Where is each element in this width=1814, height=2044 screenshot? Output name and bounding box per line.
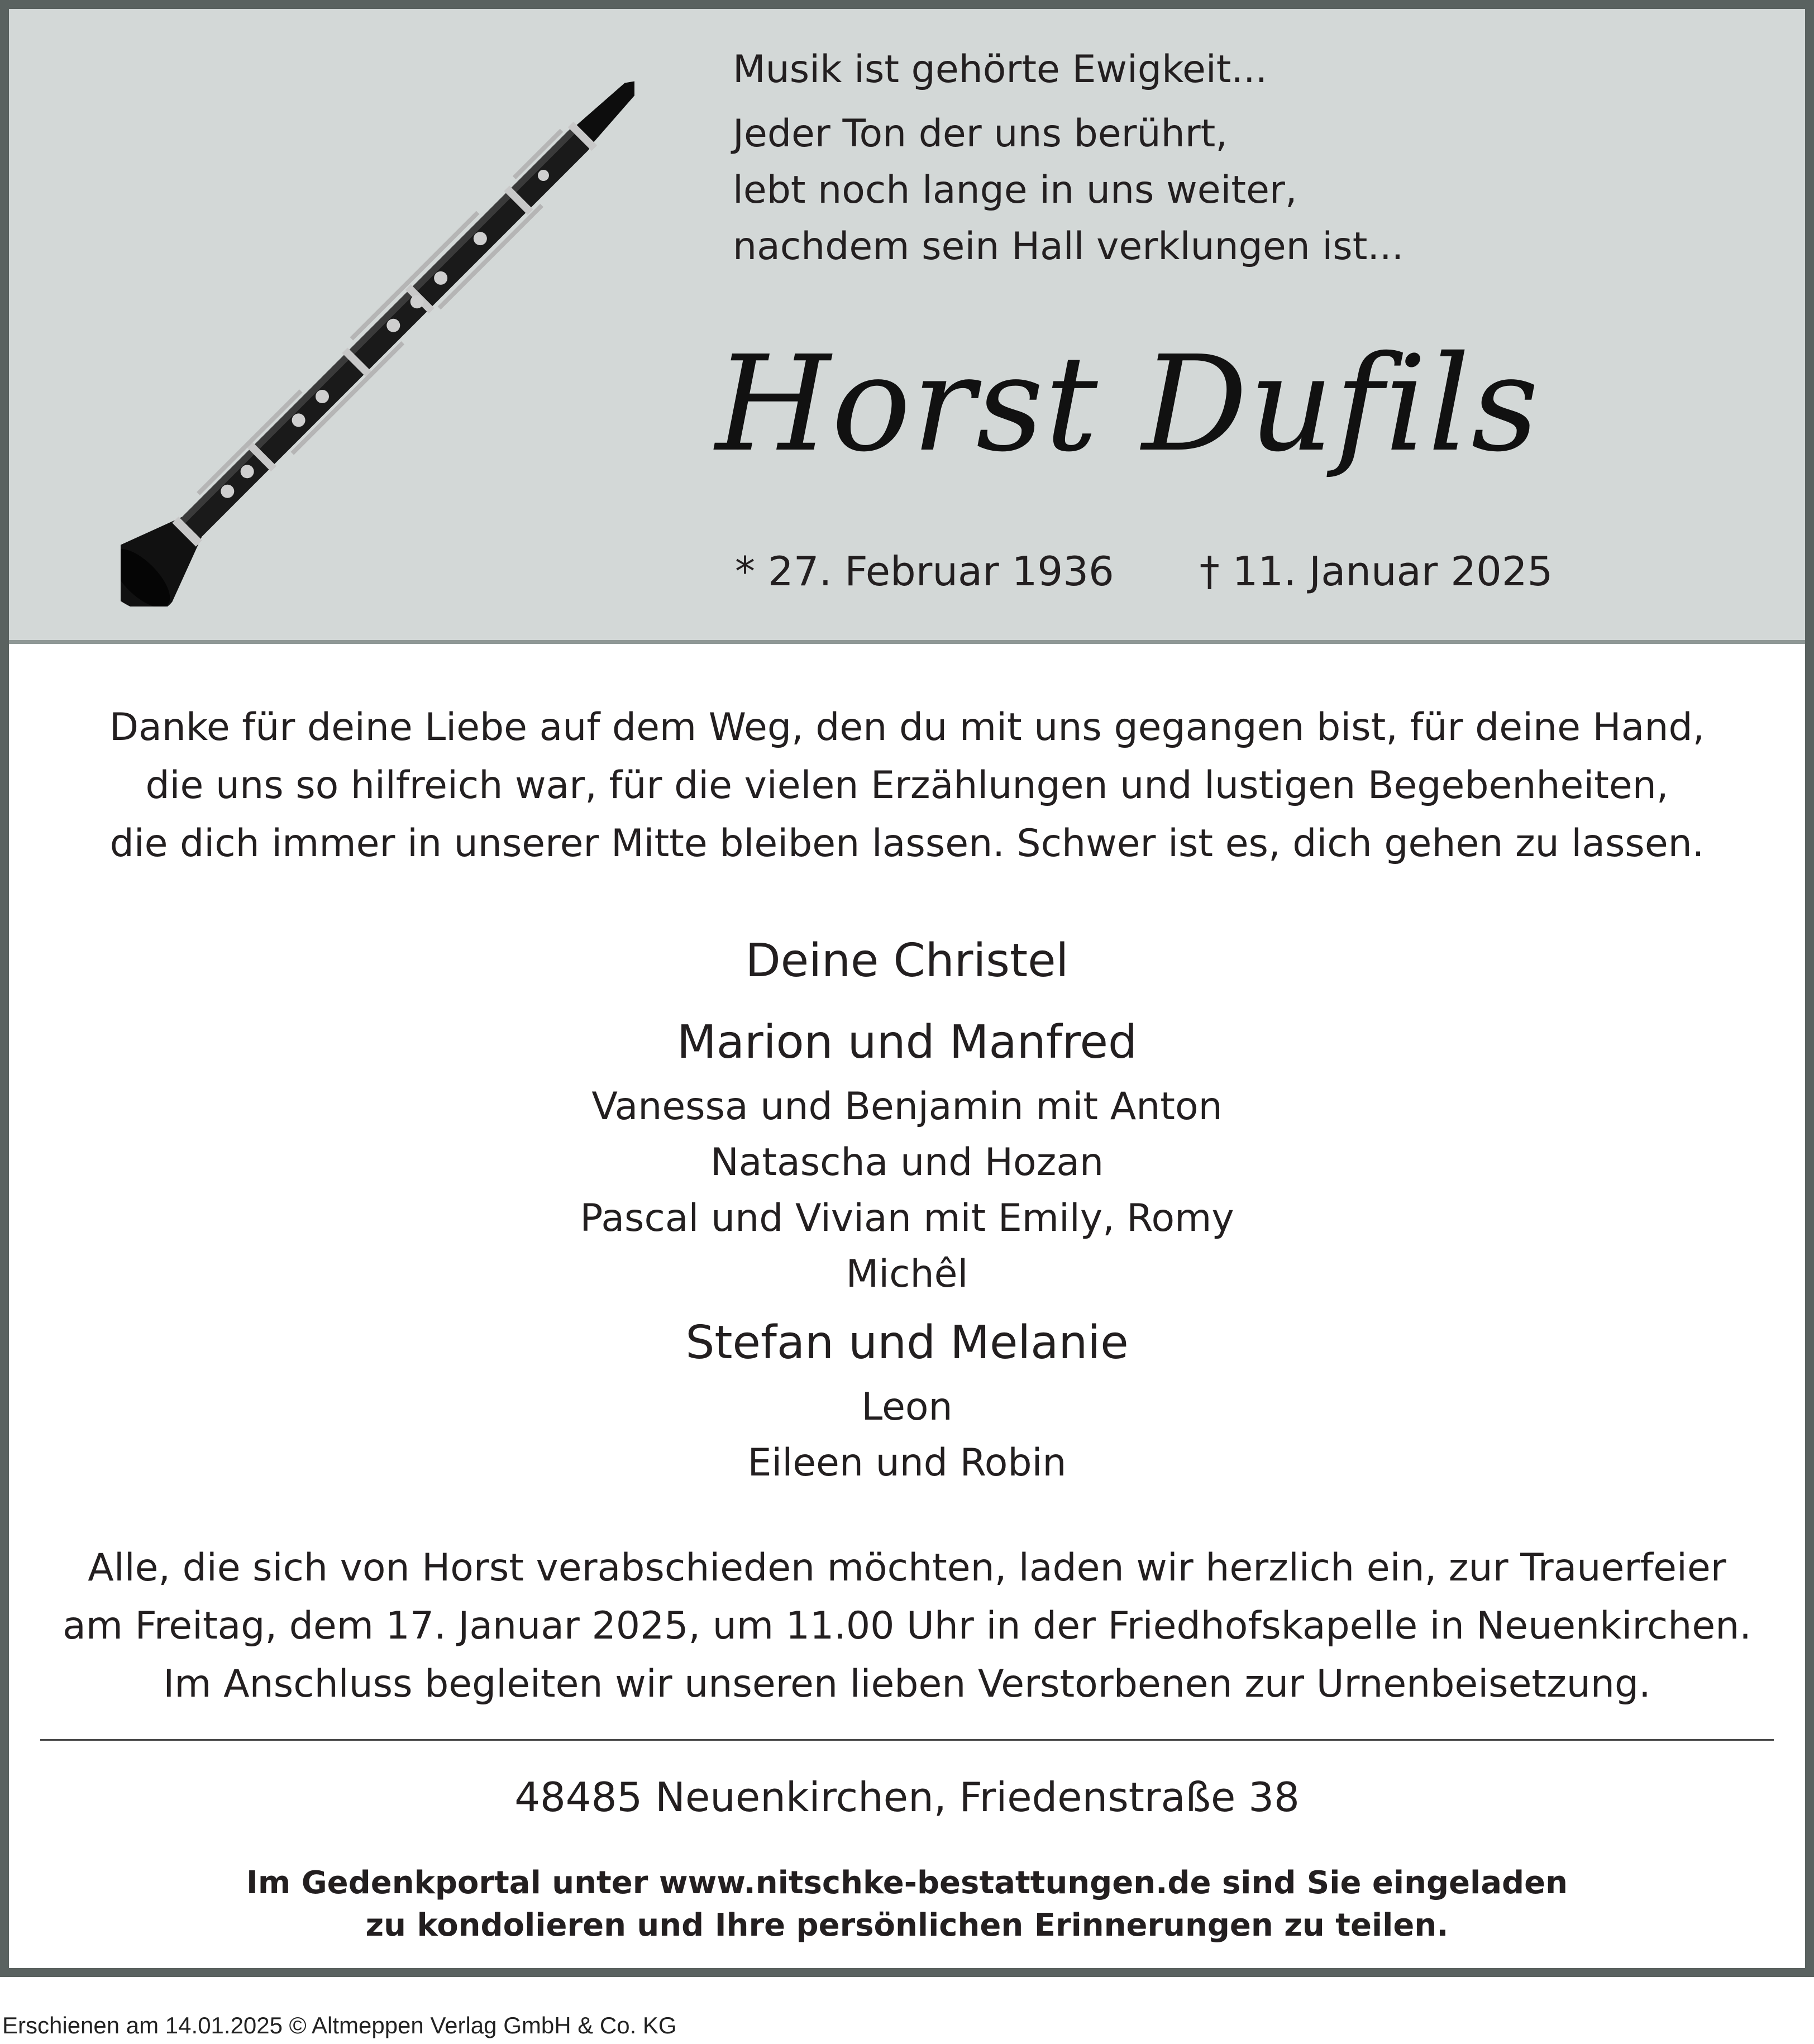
divider [40, 1739, 1774, 1741]
family-member: Natascha und Hozan [710, 1140, 1104, 1185]
motto-line: Musik ist gehörte Ewigkeit... [733, 47, 1268, 92]
family-signatures [9, 925, 1805, 1491]
invitation-line: am Freitag, dem 17. Januar 2025, um 11.00 Uhr in der Friedhofskapelle in Neuenkirchen. [63, 1604, 1751, 1648]
motto-verse [733, 41, 1404, 275]
motto-line: nachdem sein Hall verklungen ist... [733, 225, 1404, 269]
family-member: Michêl [846, 1252, 968, 1296]
family-group-heading: Marion und Manfred [676, 1016, 1137, 1069]
family-member: Pascal und Vivian mit Emily, Romy [580, 1196, 1234, 1240]
clarinet-icon [121, 76, 634, 606]
thanks-line: Danke für deine Liebe auf dem Weg, den du mit uns gegangen bist, für deine Hand, [109, 705, 1705, 749]
family-group-heading: Stefan und Melanie [685, 1316, 1129, 1369]
invitation-paragraph [9, 1539, 1805, 1713]
family-member: Eileen und Robin [747, 1441, 1067, 1485]
address: 48485 Neuenkirchen, Friedenstraße 38 [514, 1774, 1300, 1821]
memorial-portal-note [9, 1862, 1805, 1947]
family-member: Leon [861, 1385, 953, 1429]
thanks-line: die uns so hilfreich war, für die vielen Erzählungen und lustigen Begebenheiten, [145, 763, 1669, 808]
life-dates [735, 548, 1553, 595]
thanks-line: die dich immer in unserer Mitte bleiben lassen. Schwer ist es, dich gehen zu lassen. [109, 822, 1705, 866]
motto-line: Jeder Ton der uns berührt, [733, 112, 1228, 156]
invitation-line: Alle, die sich von Horst verabschieden möchten, laden wir herzlich ein, zur Trauerfeier [88, 1546, 1726, 1590]
thanks-paragraph [9, 699, 1805, 873]
publication-footer: Erschienen am 14.01.2025 © Altmeppen Verlag GmbH & Co. KG [2, 2012, 677, 2038]
motto-line: lebt noch lange in uns weiter, [733, 168, 1297, 212]
invitation-line: Im Anschluss begleiten wir unseren lieben Verstorbenen zur Urnenbeisetzung. [163, 1662, 1651, 1706]
header-panel [9, 9, 1805, 644]
portal-line: zu kondolieren und Ihre persönlichen Erinnerungen zu teilen. [365, 1907, 1449, 1943]
wife-name: Deine Christel [745, 934, 1069, 987]
deceased-name: Horst Dufils [715, 327, 1540, 481]
portal-line: Im Gedenkportal unter www.nitschke-bestattungen.de sind Sie eingeladen [246, 1865, 1568, 1901]
birth-date: * 27. Februar 1936 [735, 548, 1114, 595]
death-date: † 11. Januar 2025 [1199, 548, 1553, 595]
family-member: Vanessa und Benjamin mit Anton [591, 1085, 1223, 1129]
